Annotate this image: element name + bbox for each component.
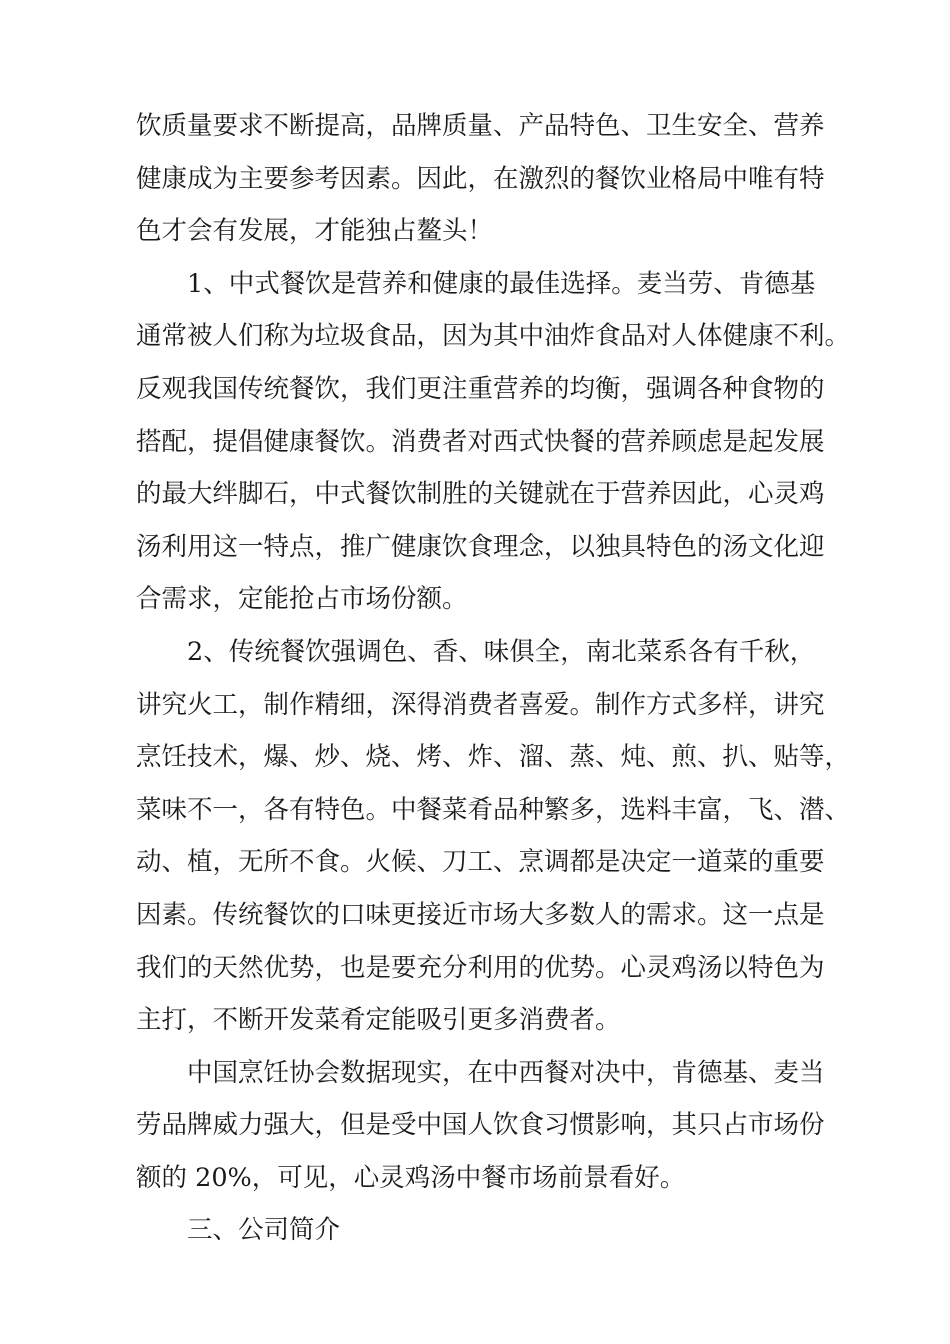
text-line: 烹饪技术，爆、炒、烧、烤、炸、溜、蒸、炖、煎、扒、贴等，: [136, 742, 851, 773]
text-line: 色才会有发展，才能独占鳌头！: [136, 216, 494, 247]
text-line: 反观我国传统餐饮，我们更注重营养的均衡，强调各种食物的: [136, 373, 825, 404]
text-line: 讲究火工，制作精细，深得消费者喜爱。制作方式多样，讲究: [136, 689, 825, 720]
text-line: 饮质量要求不断提高，品牌质量、产品特色、卫生安全、营养: [136, 111, 825, 141]
text-line: 额的 20%，可见，心灵鸡汤中餐市场前景看好。: [136, 1162, 686, 1193]
text-line: 劳品牌威力强大，但是受中国人饮食习惯影响，其只占市场份: [136, 1110, 825, 1141]
paragraph-industry-data: [136, 1047, 836, 1205]
section-heading: 三、公司简介: [187, 1215, 341, 1246]
text-line: 2、传统餐饮强调色、香、味俱全，南北菜系各有千秋，: [187, 636, 816, 667]
text-line: 因素。传统餐饮的口味更接近市场大多数人的需求。这一点是: [136, 899, 825, 930]
text-line: 合需求，定能抢占市场份额。: [136, 584, 468, 615]
text-line: 搭配，提倡健康餐饮。消费者对西式快餐的营养顾虑是起发展: [136, 426, 825, 457]
text-line: 通常被人们称为垃圾食品，因为其中油炸食品对人体健康不利。: [136, 321, 851, 352]
paragraph-point-2: [136, 626, 851, 1047]
section-heading-company-profile: [136, 1204, 836, 1257]
text-line: 汤利用这一特点，推广健康饮食理念，以独具特色的汤文化迎: [136, 531, 825, 562]
text-line: 健康成为主要参考因素。因此，在激烈的餐饮业格局中唯有特: [136, 163, 825, 194]
paragraph-point-1: [136, 258, 851, 626]
text-line: 我们的天然优势，也是要充分利用的优势。心灵鸡汤以特色为: [136, 952, 825, 983]
text-line: 中国烹饪协会数据现实，在中西餐对决中，肯德基、麦当: [187, 1057, 825, 1088]
paragraph-market-quality: [136, 100, 836, 258]
text-line: 主打，不断开发菜肴定能吸引更多消费者。: [136, 1005, 621, 1036]
document-body: [136, 100, 851, 1257]
text-line: 菜味不一，各有特色。中餐菜肴品种繁多，选料丰富，飞、潜、: [136, 794, 851, 825]
text-line: 的最大绊脚石，中式餐饮制胜的关键就在于营养因此，心灵鸡: [136, 479, 825, 510]
text-line: 1、中式餐饮是营养和健康的最佳选择。麦当劳、肯德基: [187, 268, 816, 299]
text-line: 动、植，无所不食。火候、刀工、烹调都是决定一道菜的重要: [136, 847, 825, 878]
